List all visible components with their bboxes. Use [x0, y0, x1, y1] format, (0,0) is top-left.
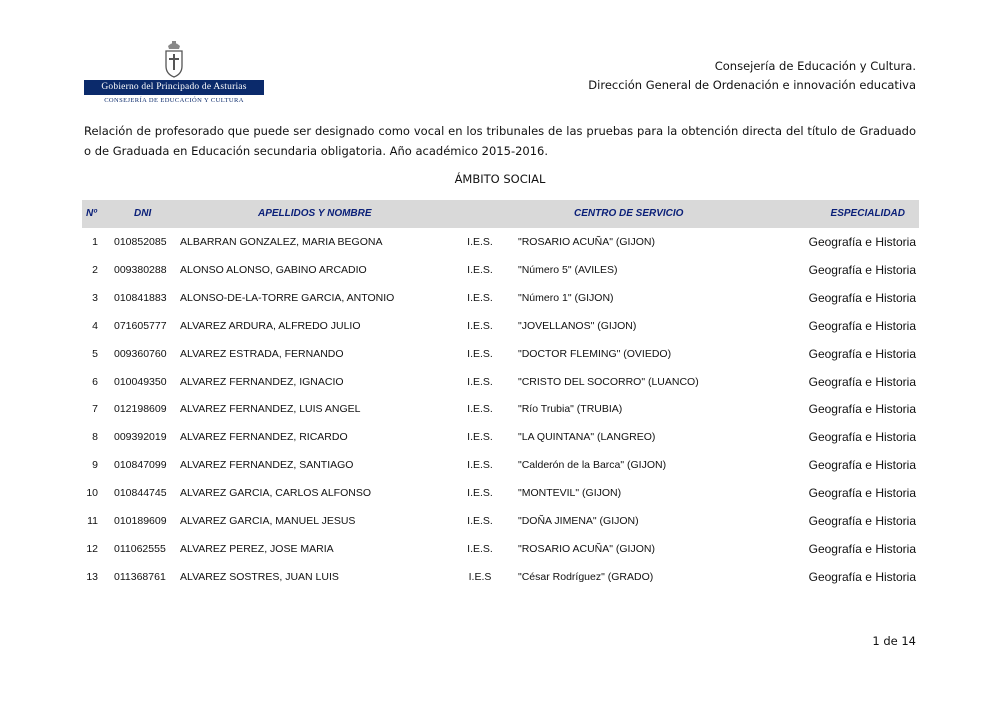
logo-title: Gobierno del Principado de Asturias — [84, 80, 264, 95]
asturias-crest-icon — [163, 40, 185, 78]
row-dni: 009392019 — [114, 431, 167, 444]
row-number: 7 — [92, 403, 98, 416]
row-name: ALVAREZ FERNANDEZ, LUIS ANGEL — [180, 403, 361, 416]
row-dni: 012198609 — [114, 403, 167, 416]
row-specialty: Geografía e Historia — [808, 430, 916, 445]
row-center: "ROSARIO ACUÑA" (GIJON) — [518, 542, 655, 555]
page-number: 1 de 14 — [872, 634, 916, 648]
table-row — [82, 312, 919, 340]
table-row — [82, 451, 919, 479]
row-name: ALVAREZ ARDURA, ALFREDO JULIO — [180, 319, 361, 332]
logo-subtitle: CONSEJERÍA DE EDUCACIÓN Y CULTURA — [104, 97, 244, 104]
row-center: "DOÑA JIMENA" (GIJON) — [518, 515, 639, 527]
row-number: 11 — [87, 515, 98, 527]
row-name: ALVAREZ PEREZ, JOSE MARIA — [180, 542, 334, 555]
row-specialty: Geografía e Historia — [808, 262, 916, 277]
row-specialty: Geografía e Historia — [808, 290, 916, 305]
row-dni: 011368761 — [114, 570, 166, 583]
header-num: Nº — [86, 208, 97, 219]
row-number: 9 — [92, 459, 98, 472]
row-center: "Número 1" (GIJON) — [518, 291, 614, 304]
row-center-type: I.E.S. — [467, 375, 493, 388]
table-row — [82, 395, 919, 423]
row-center: "LA QUINTANA" (LANGREO) — [518, 431, 656, 444]
row-center-type: I.E.S. — [467, 459, 493, 472]
row-dni: 009360760 — [114, 347, 167, 360]
row-specialty: Geografía e Historia — [808, 318, 916, 333]
row-center-type: I.E.S. — [467, 403, 493, 416]
row-center-type: I.E.S. — [467, 542, 493, 555]
row-dni: 010049350 — [114, 375, 167, 388]
row-center-type: I.E.S. — [467, 291, 493, 304]
row-center: "ROSARIO ACUÑA" (GIJON) — [518, 236, 655, 248]
row-center: "Río Trubia" (TRUBIA) — [518, 403, 623, 416]
table-row — [82, 256, 919, 284]
row-specialty: Geografía e Historia — [808, 346, 916, 361]
row-name: ALONSO-DE-LA-TORRE GARCIA, ANTONIO — [180, 291, 395, 304]
row-number: 1 — [92, 236, 98, 248]
row-number: 8 — [92, 431, 98, 444]
header-name: APELLIDOS Y NOMBRE — [258, 208, 372, 219]
row-center: "César Rodríguez" (GRADO) — [518, 570, 654, 583]
table-row — [82, 340, 919, 368]
table-row — [82, 228, 919, 256]
table-row — [82, 535, 919, 563]
row-number: 3 — [92, 291, 98, 304]
table-row — [82, 479, 919, 507]
row-dni: 010852085 — [114, 236, 167, 248]
row-dni: 010841883 — [114, 291, 167, 304]
row-center: "JOVELLANOS" (GIJON) — [518, 319, 637, 332]
row-number: 5 — [92, 347, 98, 360]
row-name: ALBARRAN GONZALEZ, MARIA BEGONA — [180, 236, 383, 248]
header-center: CENTRO DE SERVICIO — [574, 208, 684, 219]
table-row — [82, 423, 919, 451]
row-center: "MONTEVIL" (GIJON) — [518, 487, 622, 500]
table-row — [82, 284, 919, 312]
row-specialty: Geografía e Historia — [808, 541, 916, 556]
row-number: 13 — [86, 570, 98, 583]
row-specialty: Geografía e Historia — [808, 402, 916, 417]
row-name: ALVAREZ GARCIA, CARLOS ALFONSO — [180, 487, 371, 500]
row-center-type: I.E.S. — [467, 236, 493, 248]
row-center-type: I.E.S. — [467, 515, 493, 527]
row-center-type: I.E.S — [468, 570, 492, 583]
row-number: 6 — [92, 375, 98, 388]
row-center: "DOCTOR FLEMING" (OVIEDO) — [518, 347, 672, 360]
table-row — [82, 507, 919, 535]
row-name: ALVAREZ GARCIA, MANUEL JESUS — [180, 515, 356, 527]
header-line-1: Consejería de Educación y Cultura. — [714, 59, 916, 73]
row-center-type: I.E.S. — [467, 347, 493, 360]
row-center-type: I.E.S. — [467, 263, 493, 276]
header-dni: DNI — [134, 208, 152, 219]
header-block — [588, 57, 916, 95]
row-name: ALVAREZ FERNANDEZ, SANTIAGO — [180, 459, 354, 472]
row-name: ALVAREZ FERNANDEZ, RICARDO — [180, 431, 348, 444]
table-row — [82, 563, 919, 591]
row-specialty: Geografía e Historia — [808, 486, 916, 501]
row-specialty: Geografía e Historia — [808, 569, 916, 584]
row-dni: 011062555 — [114, 542, 166, 555]
table-header — [82, 200, 919, 228]
row-dni: 010189609 — [114, 515, 167, 527]
row-center-type: I.E.S. — [467, 319, 493, 332]
row-number: 4 — [92, 319, 98, 332]
row-dni: 010847099 — [114, 459, 167, 472]
row-center: "Calderón de la Barca" (GIJON) — [518, 459, 667, 472]
row-center: "Número 5" (AVILES) — [518, 263, 618, 276]
row-dni: 009380288 — [114, 263, 167, 276]
row-specialty: Geografía e Historia — [808, 235, 916, 249]
row-number: 2 — [92, 263, 98, 276]
row-name: ALONSO ALONSO, GABINO ARCADIO — [180, 263, 367, 276]
row-number: 12 — [86, 542, 98, 555]
header-specialty: ESPECIALIDAD — [830, 208, 905, 219]
table-row — [82, 368, 919, 396]
row-specialty: Geografía e Historia — [808, 374, 916, 389]
row-dni: 010844745 — [114, 487, 167, 500]
row-name: ALVAREZ SOSTRES, JUAN LUIS — [180, 570, 339, 583]
row-specialty: Geografía e Historia — [808, 514, 916, 528]
intro-paragraph: Relación de profesorado que puede ser designado como vocal en los tribunales de las pruebas para la obtención directa del título de Graduado o de Graduada en Educación secundaria obligatoria. Año académico 2015-2016. — [84, 124, 916, 158]
row-name: ALVAREZ ESTRADA, FERNANDO — [180, 347, 344, 360]
row-specialty: Geografía e Historia — [808, 458, 916, 473]
row-center-type: I.E.S. — [467, 431, 493, 444]
row-number: 10 — [86, 487, 98, 500]
institution-logo — [84, 40, 264, 110]
section-title: ÁMBITO SOCIAL — [454, 172, 546, 186]
row-name: ALVAREZ FERNANDEZ, IGNACIO — [180, 375, 344, 388]
row-center-type: I.E.S. — [467, 487, 493, 500]
row-dni: 071605777 — [114, 319, 167, 332]
header-line-2: Dirección General de Ordenación e innovación educativa — [588, 78, 916, 92]
row-center: "CRISTO DEL SOCORRO" (LUANCO) — [518, 375, 699, 388]
